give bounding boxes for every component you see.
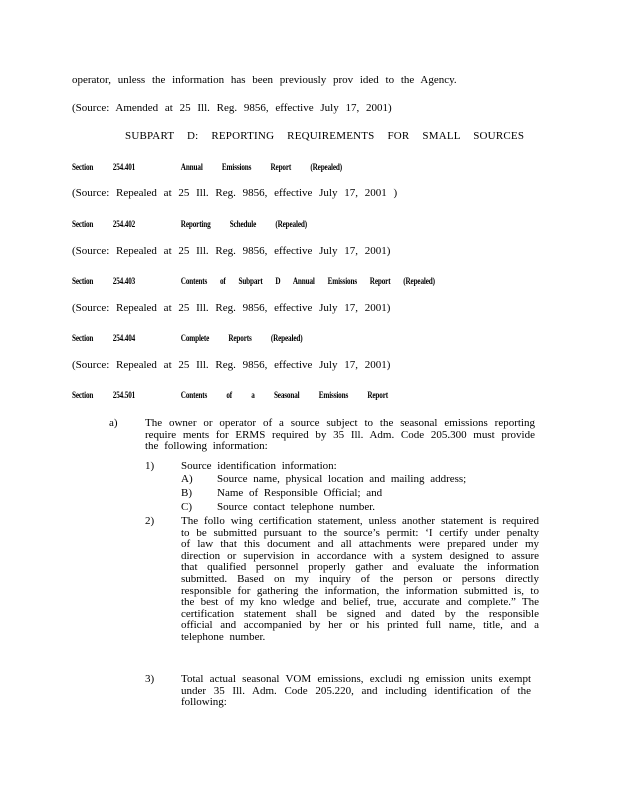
item-A-text: Source name, physical location and mailing address; — [217, 473, 467, 485]
section-number: 254.501 — [112, 390, 136, 400]
section-label: Section — [72, 333, 94, 343]
section-label: Section — [72, 390, 94, 400]
list-marker-C: C) — [181, 501, 192, 513]
list-marker-1: 1) — [145, 460, 155, 472]
item-1-text: Source identification information: — [181, 460, 337, 472]
section-title: Contents of a Seasonal Emissions Report — [180, 390, 388, 400]
section-label: Section — [72, 219, 94, 229]
section-title: Contents of Subpart D Annual Emissions Report (Repealed) — [180, 276, 435, 286]
list-marker-3: 3) — [145, 673, 155, 685]
section-number: 254.404 — [112, 333, 136, 343]
list-marker-B: B) — [181, 487, 192, 499]
section-title: Annual Emissions Report (Repealed) — [180, 162, 342, 172]
source-note: (Source: Repealed at 25 Ill. Reg. 9856, effective July 17, 2001) — [72, 302, 391, 314]
section-label: Section — [72, 162, 94, 172]
section-heading — [72, 162, 342, 172]
section-title: Reporting Schedule (Repealed) — [180, 219, 307, 229]
item-B-text: Name of Responsible Official; and — [217, 487, 383, 499]
section-number: 254.403 — [112, 276, 136, 286]
subpart-heading: SUBPART D: REPORTING REQUIREMENTS FOR SMALL SOURCES — [125, 130, 525, 142]
list-marker-2: 2) — [145, 515, 155, 527]
section-heading — [72, 333, 303, 343]
section-number: 254.401 — [112, 162, 136, 172]
source-note: (Source: Repealed at 25 Ill. Reg. 9856, effective July 17, 2001) — [72, 245, 391, 257]
section-title: Complete Reports (Repealed) — [180, 333, 303, 343]
section-heading — [72, 276, 435, 286]
source-note: (Source: Repealed at 25 Ill. Reg. 9856, effective July 17, 2001 ) — [72, 187, 398, 199]
section-heading — [72, 390, 388, 400]
list-marker-a: a) — [109, 417, 118, 429]
section-label: Section — [72, 276, 94, 286]
item-C-text: Source contact telephone number. — [217, 501, 376, 513]
source-note: (Source: Repealed at 25 Ill. Reg. 9856, effective July 17, 2001) — [72, 359, 391, 371]
source-note-amended: (Source: Amended at 25 Ill. Reg. 9856, effective July 17, 2001) — [72, 102, 392, 114]
section-heading — [72, 219, 307, 229]
item-2-certification-text: The follo wing certification statement, unless another statement is required to be submitted pursuant to the source’s permit: ‘I certify under penalty of law that this document and all attachments were prepared under my direction or supervision in accordance with a system designed to assure that qualified personnel properly gather and evaluate the information submitted. Based on my inquiry of the person or persons directly responsible for gathering the information, the information submitted is, to the best of my kno wledge and belief, true, accurate and complete.” The certification statement shall be signed and dated by the responsible official and accompanied by her or his printed full name, title, and a telephone number. — [181, 515, 539, 643]
list-marker-A: A) — [181, 473, 193, 485]
paragraph-a: The owner or operator of a source subject to the seasonal emissions reporting require ments for ERMS required by 35 Ill. Adm. Code 205.300 must provide the following information: — [145, 417, 535, 453]
item-3-text: Total actual seasonal VOM emissions, excludi ng emission units exempt under 35 Ill. Adm. Code 205.220, and including identification of the following: — [181, 673, 531, 709]
section-number: 254.402 — [112, 219, 136, 229]
text-line-operator: operator, unless the information has been previously prov ided to the Agency. — [72, 74, 457, 86]
